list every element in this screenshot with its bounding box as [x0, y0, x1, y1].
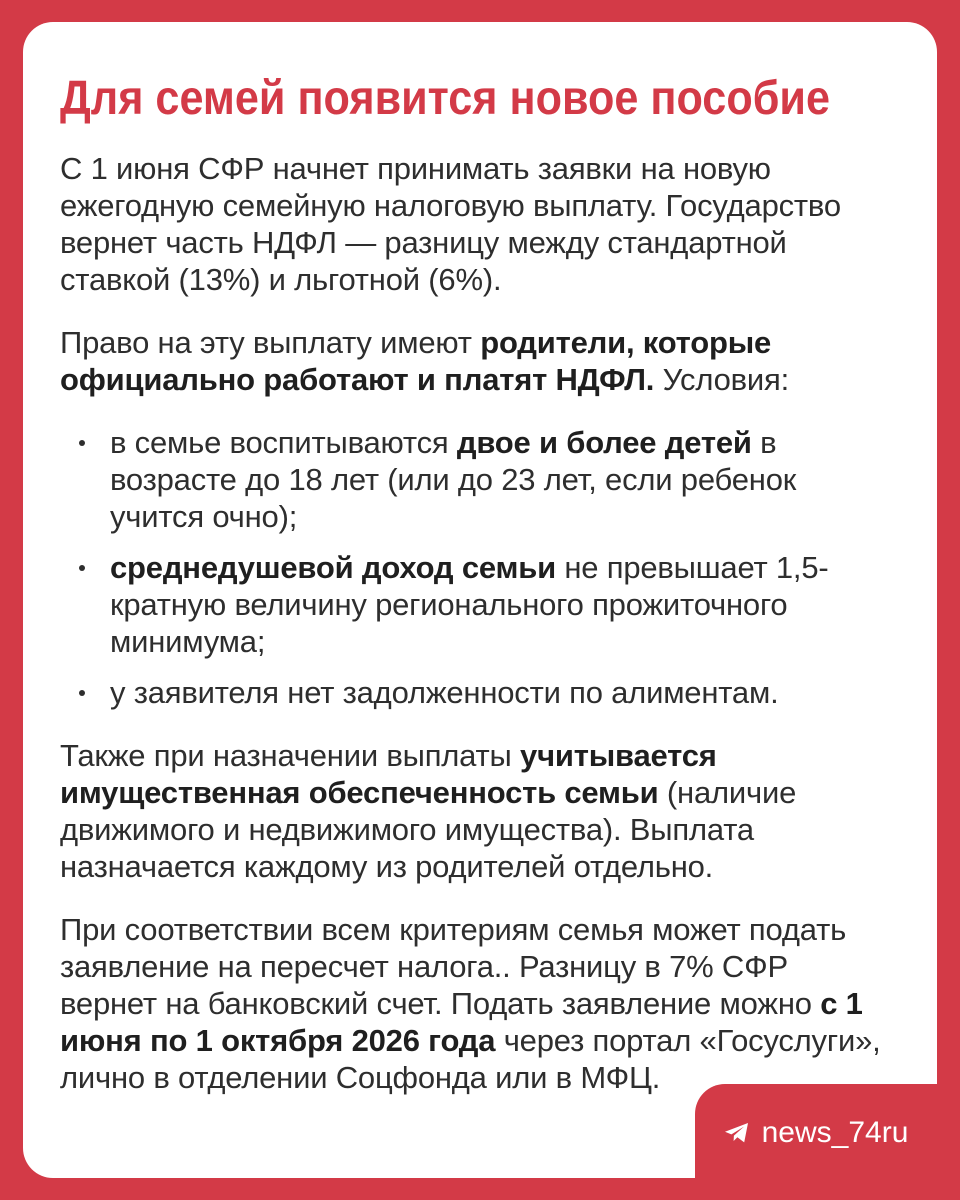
property-text-end: (наличие движимого и недвижимого имущества). Выплата назначается каждому из родителей отдельно. [60, 775, 797, 884]
condition-text: в семье воспитываются [110, 425, 457, 460]
application-dates: с 1 июня по 1 октября 2026 года [60, 986, 863, 1058]
eligibility-text: Право на эту выплату имеют [60, 325, 481, 360]
article-card [23, 22, 937, 1178]
condition-item [60, 549, 887, 660]
source-badge[interactable] [695, 1084, 937, 1178]
condition-bold: двое и более детей [456, 425, 752, 460]
condition-text-end: в возрасте до 18 лет (или до 23 лет, если ребенок учится очно); [110, 425, 797, 534]
property-text: Также при назначении выплаты [60, 738, 521, 773]
condition-item [60, 424, 887, 535]
eligibility-text-end: Условия: [654, 362, 790, 397]
bullet-dot [79, 690, 85, 696]
application-paragraph [60, 911, 887, 1096]
property-bold: учитывается имущественная обеспеченность семьи [60, 738, 717, 810]
conditions-list [60, 424, 887, 711]
property-paragraph [60, 737, 887, 885]
telegram-icon [724, 1122, 750, 1144]
eligibility-bold: родители, которые официально работают и платят НДФЛ. [60, 325, 772, 397]
application-text-end: через портал «Госуслуги», лично в отделении Соцфонда или в МФЦ. [60, 1023, 881, 1095]
condition-bold: среднедушевой доход семьи [110, 550, 556, 585]
application-text: При соответствии всем критериям семья может подать заявление на пересчет налога.. Разницу в 7% СФР вернет на банковский счет. Подать заявление можно [60, 912, 847, 1021]
article-title: Для семей появится новое пособие [60, 72, 830, 125]
eligibility-paragraph [60, 324, 887, 398]
condition-text: у заявителя нет задолженности по алиментам. [110, 675, 779, 710]
intro-paragraph: С 1 июня СФР начнет принимать заявки на новую ежегодную семейную налоговую выплату. Государство вернет часть НДФЛ — разницу между стандартной ставкой (13%) и льготной (6%). [60, 151, 841, 297]
condition-item [60, 674, 887, 711]
channel-handle: news_74ru [761, 1116, 909, 1149]
bullet-dot [79, 565, 85, 571]
condition-text-end: не превышает 1,5-кратную величину регионального прожиточного минимума; [110, 550, 829, 659]
bullet-dot [79, 440, 85, 446]
